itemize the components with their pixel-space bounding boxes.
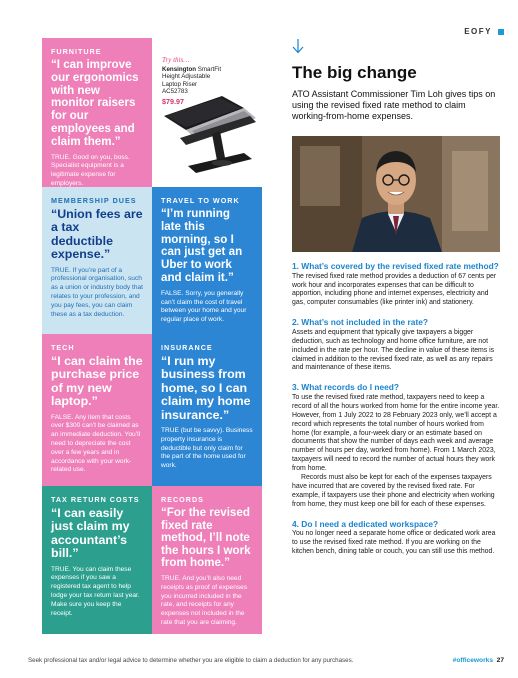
tile-furniture xyxy=(42,38,152,187)
tile-category: TAX RETURN COSTS xyxy=(51,495,140,504)
product-try-label: Try this… xyxy=(162,56,190,64)
tile-records xyxy=(152,486,262,634)
tile-quote: “I run my business from home, so I can claim my home insurance.” xyxy=(161,354,251,422)
arrow-down-icon xyxy=(292,38,304,54)
section-heading: 2. What’s not included in the rate? xyxy=(292,317,429,328)
tile-quote: “I can improve our ergonomics with new monitor raisers for our employees and claim them.” xyxy=(51,58,139,148)
tile-quote: “For the revised fixed rate method, I’ll note the hours I work from home.” xyxy=(161,506,251,570)
product-brand: Kensington xyxy=(162,66,197,73)
product-callout xyxy=(162,56,222,106)
tile-answer: TRUE. And you’ll also need receipts as proof of expenses you incurred included in the rate, and receipts for any expenses not included in the rate that you are claiming. xyxy=(161,574,248,626)
tile-category: INSURANCE xyxy=(161,343,213,352)
section-heading: 4. Do I need a dedicated workspace? xyxy=(292,518,439,529)
tile-answer: FALSE. Sorry, you generally can’t claim the cost of travel between your home and your regular place of work. xyxy=(161,289,247,324)
product-name xyxy=(162,66,222,96)
section-label: EOFY xyxy=(464,27,492,36)
tile-answer: TRUE. You can claim these expenses if you saw a registered tax agent to help lodge your tax return last year. Make sure you keep the receipt. xyxy=(51,565,140,617)
section-2 xyxy=(292,318,500,373)
tile-answer: TRUE. Good on you, boss. Specialist equipment is a legitimate expense for employers. xyxy=(51,153,130,187)
section-3 xyxy=(292,383,500,509)
portrait-photo xyxy=(292,136,500,252)
section-heading: 3. What records do I need? xyxy=(292,382,400,393)
square-icon xyxy=(498,29,504,35)
tile-answer: TRUE (but be savvy). Business property insurance is deductible but only claim for the part of the home used for work. xyxy=(161,427,253,470)
section-1 xyxy=(292,262,500,308)
section-paragraph: You no longer need a separate home office or dedicated work area to use the revised fixed rate method. If you are working on the kitchen bench, dining table or couch, you can still use this method. xyxy=(292,530,496,556)
tile-category: TRAVEL TO WORK xyxy=(161,196,240,205)
tile-category: RECORDS xyxy=(161,495,204,504)
section-heading: 1. What’s covered by the revised fixed rate method? xyxy=(292,261,499,271)
tile-tax-return xyxy=(42,486,152,634)
tile-category: TECH xyxy=(51,343,75,352)
section-paragraph: The revised fixed rate method provides a deduction of 67 cents per work hour and incorporates expenses that can be difficult to apportion, including phone and internet expenses, electricity and gas, computer consumables (like printer ink) and stationery. xyxy=(292,272,497,307)
tile-insurance xyxy=(152,334,262,486)
article xyxy=(292,38,500,557)
page-number-block xyxy=(453,657,504,664)
article-title: The big change xyxy=(292,63,417,82)
tile-answer: TRUE. If you’re part of a professional organisation, such as a union or industry body that relates to your profession, and you pay fees, you can claim these as a tax deduction. xyxy=(51,266,144,318)
tile-answer: FALSE. Any item that costs over $300 can’t be claimed as an immediate deduction. You’ll need to depreciate the cost over a few years and in accordance with your work-related use. xyxy=(51,413,141,474)
section-paragraph: Records must also be kept for each of the expenses taxpayers have incurred that are covered by the revised fixed rate. For example, if taxpayers use their phone and electricity when working from home, they must keep one bill for each of these expenses. xyxy=(292,474,495,508)
section-header xyxy=(464,27,504,36)
tile-travel xyxy=(152,187,262,334)
tile-category: MEMBERSHIP DUES xyxy=(51,196,137,205)
footer-hashtag: #officeworks xyxy=(452,657,493,664)
article-intro: ATO Assistant Commissioner Tim Loh gives tips on using the revised fixed rate method to claim working-from-home expenses. xyxy=(292,89,496,121)
section-4 xyxy=(292,520,500,557)
section-paragraph: To use the revised fixed rate method, taxpayers need to keep a record of all the hours worked from home for the entire income year. However, from 1 July 2022 to 28 February 2023 only, we’ll accept a record which represents the total number of hours worked from home (for example, a four-week diary or an estimate based on documents that show the number of days each week and average number of hours per day, worked from home). From 1 March 2023, taxpayers will need to record the number of actual hours they work from home. xyxy=(292,393,500,473)
page-number: 27 xyxy=(496,657,504,664)
tile-quote: “I’m running late this morning, so I can just get an Uber to work and claim it.” xyxy=(161,207,243,284)
tile-category: FURNITURE xyxy=(51,47,102,56)
tile-quote: “I can claim the purchase price of my new laptop.” xyxy=(51,354,143,409)
article-sections xyxy=(292,262,500,557)
tile-tech xyxy=(42,334,152,486)
tile-quote: “I can easily just claim my accountant’s bill.” xyxy=(51,506,130,561)
tile-product xyxy=(152,38,262,187)
section-paragraph: Assets and equipment that typically give taxpayers a bigger deduction, such as technology and home office furniture, are not included in the rate per hour. The decline in value of these items is claimed in addition to the revised fixed rate, as well as any repairs and maintenance of these items. xyxy=(292,328,495,372)
product-model: SmartFit Height Adjustable Laptop Riser AC52783 xyxy=(162,66,222,96)
product-price: $79.97 xyxy=(162,96,184,106)
tile-membership xyxy=(42,187,152,334)
tile-quote: “Union fees are a tax deductible expense.” xyxy=(51,207,143,262)
page-footer xyxy=(28,657,504,664)
footer-disclaimer: Seek professional tax and/or legal advice to determine whether you are eligible to claim a deduction for any purchases. xyxy=(28,657,354,664)
